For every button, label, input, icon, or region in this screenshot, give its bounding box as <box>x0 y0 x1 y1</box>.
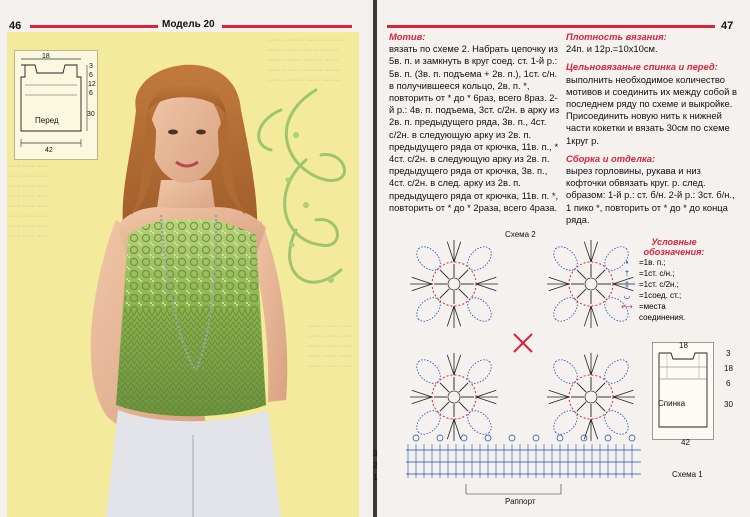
picot <box>581 435 587 441</box>
row-number-2: 2 <box>373 461 378 470</box>
back-front-text: выполнить необходимое количество мотивов и соединить их между собой в последнем ряду по схеме и выкройке. Присоединить новую нить к нижней части кокетки и вязать 30см по схеме 1круг р. <box>566 73 737 146</box>
repeat-label: Раппорт <box>505 497 536 506</box>
picot <box>629 435 635 441</box>
back-label: Спинка <box>658 399 686 408</box>
treble-fan <box>476 390 498 403</box>
chain-stitch-icon: • <box>625 258 629 267</box>
density-text: 24п. и 12р.=10х10см. <box>566 43 658 55</box>
stitch-spoke <box>577 402 586 411</box>
picot <box>485 435 491 441</box>
row-number-3: 3 <box>373 449 378 458</box>
density-heading: Плотность вязания: <box>566 31 667 42</box>
stitch-spoke <box>459 402 468 411</box>
front-measure-3: 12 <box>88 81 96 88</box>
front-measure-4: 6 <box>89 90 93 97</box>
treble-fan <box>547 277 569 290</box>
crochet-motif <box>410 353 498 441</box>
picot <box>605 435 611 441</box>
crochet-diagram <box>386 232 656 504</box>
header-rule <box>387 25 715 28</box>
bleed-through-text-2: ······ ······ ······ ······ ······ ······ ······ ······ ······ ······ ······ ······ ······ ······ ······ <box>307 323 353 370</box>
legend-text: =места <box>639 302 666 311</box>
treble-fan <box>447 419 460 441</box>
stitch-spoke <box>459 270 468 279</box>
legend-item-join-2 <box>618 312 730 323</box>
back-front-heading: Цельновязаные спинка и перед: <box>566 61 718 73</box>
legend-item-dc <box>618 268 730 279</box>
slip-stitch-icon: ◡ <box>623 291 631 300</box>
motif-group <box>410 240 635 441</box>
stitch-spoke <box>440 383 449 392</box>
stitch-spoke <box>440 402 449 411</box>
legend <box>618 237 730 323</box>
treble-fan <box>584 353 597 375</box>
model-title: Модель 20 <box>162 19 215 30</box>
stitch-spoke <box>459 289 468 298</box>
edging-ticks <box>408 435 635 478</box>
stitch-spoke <box>596 270 605 279</box>
title-rule-right <box>222 25 352 28</box>
page-number-left: 46 <box>9 20 22 32</box>
legend-text: =1соед. ст.; <box>639 291 682 300</box>
motif-section <box>389 31 562 214</box>
stitch-spoke <box>440 270 449 279</box>
stitch-spoke <box>596 402 605 411</box>
treble-fan <box>547 390 569 403</box>
diagram-title: Схема 2 <box>505 230 536 239</box>
assembly-heading: Сборка и отделка: <box>566 152 656 164</box>
treble-fan <box>447 306 460 328</box>
stitch-spoke <box>577 270 586 279</box>
legend-item-join <box>618 301 730 312</box>
legend-text: =1в. п.; <box>639 258 666 267</box>
legend-title-1: Условные <box>651 237 697 247</box>
stitch-spoke <box>440 289 449 298</box>
treble-fan <box>410 390 432 403</box>
treble-fan <box>613 390 635 403</box>
stitch-spoke <box>596 289 605 298</box>
picot <box>533 435 539 441</box>
treble-fan <box>476 277 498 290</box>
back-top-width: 18 <box>679 341 688 350</box>
motif-center-ring <box>448 278 460 290</box>
motif-text: вязать по схеме 2. Набрать цепочку из 5в. п. и замкнуть в круг соед. ст. 1-й р.: 5в. п. (3в. п. подъема + 2в. п.), 1ст. с/н. в получившееся кольцо, 2в. п. *, повторить от * до * 6раз, всего 8раз. 2-й р.: 4в. п. подъема, 3ст. с/2н. в арку из 2в. п. предыдущего ряда, 3в. п., 4ст. с/2н. в следующую арку из 2в. п. предыдущего ряда от крючка, 11в. п., * 4ст. с/2н. в следующую арку из 2в. п. предыдущего ряда от крючка, 3в. п., 4ст. с/2н. в след. арку из 2в. п. предыдущего ряда от крючка, 11в. п. *, повторить от * до * 2раза, всего 4раза. <box>389 43 560 213</box>
front-height: 30 <box>87 111 95 118</box>
legend-text: соединения. <box>639 313 686 322</box>
legend-title-2: обозначения: <box>643 247 705 257</box>
front-measure-1: 3 <box>89 63 93 70</box>
back-bottom-width: 42 <box>681 438 690 447</box>
treble-fan <box>584 306 597 328</box>
model-photo <box>56 40 346 517</box>
title-rule-left <box>30 25 158 28</box>
double-crochet-icon: † <box>624 269 630 278</box>
stitch-spoke <box>596 383 605 392</box>
treble-fan <box>447 240 460 262</box>
row-number-1: 1 <box>373 473 378 482</box>
right-column <box>566 31 738 226</box>
back-schematic-drawing <box>653 343 713 439</box>
page-number-right: 47 <box>721 20 734 32</box>
treble-fan <box>584 419 597 441</box>
legend-item-chain <box>618 257 730 268</box>
front-measure-2: 6 <box>89 72 93 79</box>
stitch-spoke <box>459 383 468 392</box>
treble-fan <box>584 240 597 262</box>
legend-text: =1ст. с/2н.; <box>639 280 679 289</box>
crochet-motif <box>547 353 635 441</box>
scheme1-caption: Схема 1 <box>672 470 703 479</box>
back-measure-2: 18 <box>724 364 733 373</box>
legend-item-tr <box>618 279 730 290</box>
front-label: Перед <box>35 116 59 125</box>
back-measure-1: 3 <box>726 349 731 358</box>
stitch-spoke <box>577 289 586 298</box>
assembly-text: вырез горловины, рукава и низ кофточки обвязать круг. р. след. образом: 1-й р.: ст. б/н. 2-й р.: 3ст. б/н., 1 пико *, повторить от * до * до конца ряда. <box>566 165 735 225</box>
picot <box>557 435 563 441</box>
crochet-motif <box>410 240 498 328</box>
picot <box>437 435 443 441</box>
motif-center-ring <box>585 391 597 403</box>
bleed-through-text: ········ ······· ······· ········ ······ ········ ······ ········ ······· ······· ········ ······ ········ ······ ········ ······· ······· ········ ······ ········ <box>267 37 343 84</box>
front-top-width: 18 <box>42 53 50 60</box>
front-bottom-width: 42 <box>45 147 53 154</box>
bleed-through-text-3: ····· ····· ····· ····· ····· ····· ····· ····· ····· ····· ····· ····· ····· ····· ····· ····· ····· ····· ····· ····· ····· ····· ····· ····· <box>9 163 48 240</box>
motif-heading: Мотив: <box>389 31 426 42</box>
edging-rows <box>406 450 641 474</box>
picot <box>509 435 515 441</box>
left-page <box>0 0 373 517</box>
treble-fan <box>447 353 460 375</box>
motif-center-ring <box>585 278 597 290</box>
picot <box>461 435 467 441</box>
join-icon: ⟷ <box>621 302 633 311</box>
treble-crochet-icon: ‡ <box>624 280 630 289</box>
legend-item-slip <box>618 290 730 301</box>
back-measure-3: 6 <box>726 379 731 388</box>
back-schematic <box>652 342 714 440</box>
legend-text: =1ст. с/н.; <box>639 269 675 278</box>
stitch-spoke <box>577 383 586 392</box>
connection-marks <box>514 334 532 352</box>
back-measure-4: 30 <box>724 400 733 409</box>
motif-center-ring <box>448 391 460 403</box>
treble-fan <box>410 277 432 290</box>
picot <box>413 435 419 441</box>
